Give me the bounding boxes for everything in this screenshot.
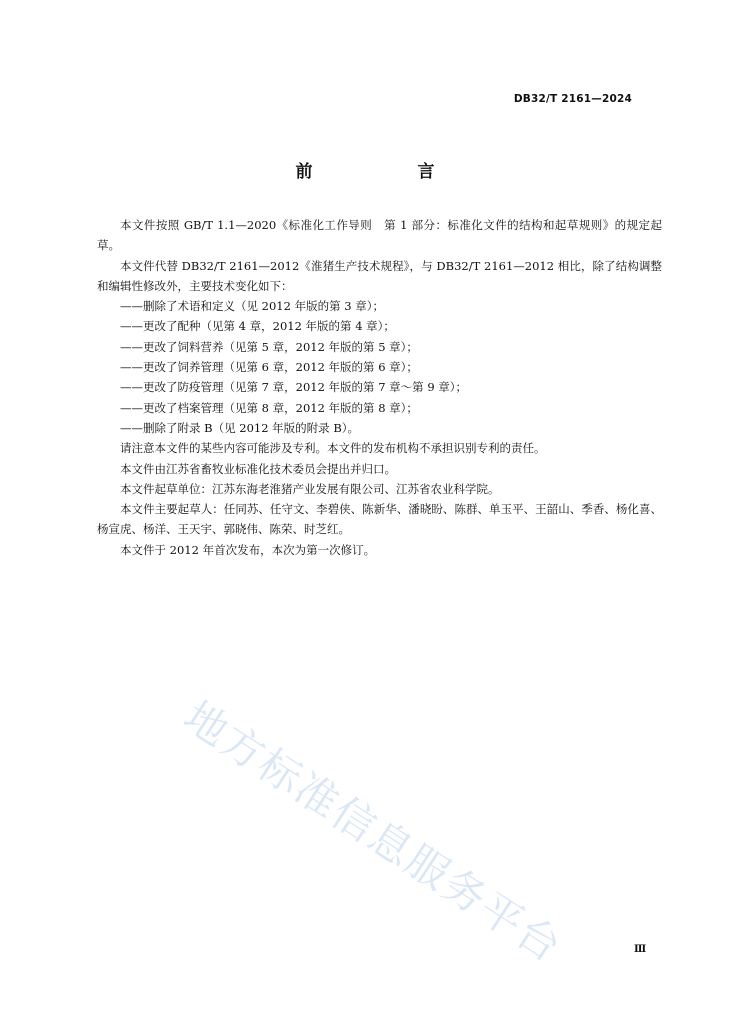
change-item: ——删除了术语和定义（见 2012 年版的第 3 章）； [120, 299, 384, 314]
change-item: ——更改了档案管理（见第 8 章，2012 年版的第 8 章）； [120, 400, 418, 415]
standard-code: DB32/T 2161—2024 [513, 93, 632, 105]
page-title: 前 言 [295, 162, 479, 182]
change-item: ——删除了附录 B（见 2012 年版的附录 B）。 [120, 420, 360, 435]
paragraph-drafting-rules: 本文件按照 GB/T 1.1—2020《标准化工作导则 第 1 部分：标准化文件的结构和起草规则》的规定起草。 [97, 218, 662, 253]
change-item: ——更改了饲料营养（见第 5 章，2012 年版的第 5 章）； [120, 339, 418, 354]
change-item: ——更改了防疫管理（见第 7 章，2012 年版的第 7 章～第 9 章）； [120, 380, 468, 395]
paragraph-replacement: 本文件代替 DB32/T 2161—2012《淮猪生产技术规程》，与 DB32/T 2161—2012 相比，除了结构调整和编辑性修改外，主要技术变化如下： [97, 258, 662, 293]
page-number: Ⅲ [634, 944, 647, 955]
paragraph-proposer: 本文件由江苏省畜牧业标准化技术委员会提出并归口。 [120, 461, 396, 476]
paragraph-drafters: 本文件主要起草人：任同苏、任守文、李碧侠、陈新华、潘晓盼、陈群、单玉平、王韶山、季香、杨化喜、杨宣虎、杨洋、王天宇、郭晓伟、陈荣、时芝红。 [97, 502, 662, 537]
watermark: 地方标准信息服务平台 [175, 691, 572, 973]
change-item: ——更改了配种（见第 4 章，2012 年版的第 4 章）； [120, 319, 395, 334]
paragraph-publication-history: 本文件于 2012 年首次发布，本次为第一次修订。 [120, 542, 376, 557]
change-item: ——更改了饲养管理（见第 6 章，2012 年版的第 6 章）； [120, 360, 418, 375]
foreword-body [97, 215, 662, 560]
paragraph-patent-notice: 请注意本文件的某些内容可能涉及专利。本文件的发布机构不承担识别专利的责任。 [120, 441, 546, 456]
paragraph-drafting-units: 本文件起草单位：江苏东海老淮猪产业发展有限公司、江苏省农业科学院。 [120, 481, 500, 496]
